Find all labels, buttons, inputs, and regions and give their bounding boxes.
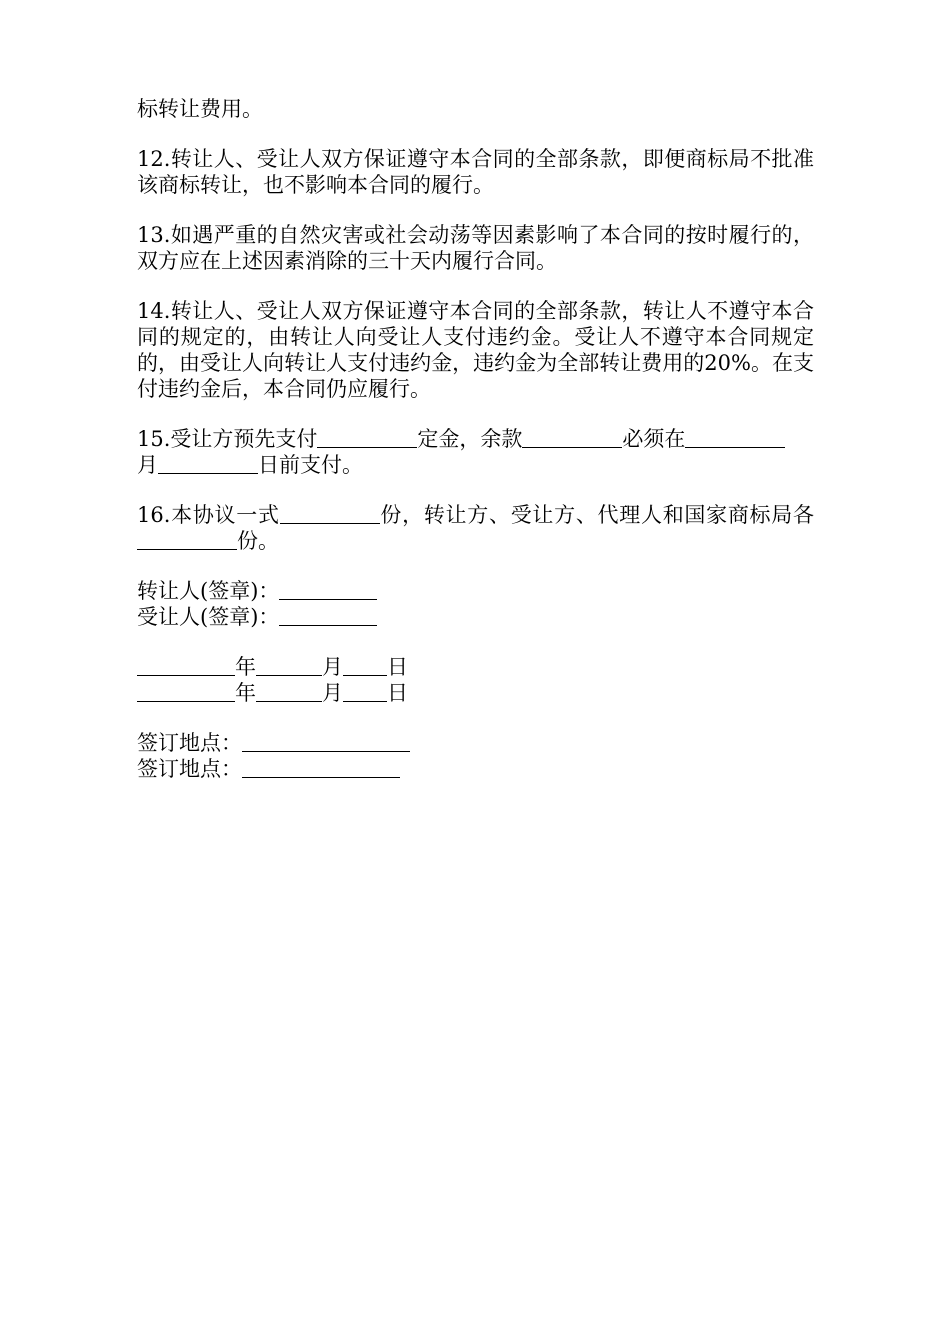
day-blank-2	[343, 681, 387, 702]
date-block	[137, 654, 814, 706]
signing-place-blank-2	[242, 757, 400, 778]
clause-12: 12.转让人、受让人双方保证遵守本合同的全部条款，即便商标局不批准该商标转让，也不影响本合同的履行。	[137, 147, 814, 197]
date-line-2	[137, 680, 814, 706]
date-line-1	[137, 654, 814, 680]
clause-15	[137, 426, 814, 478]
day-blank-1	[343, 655, 387, 676]
signing-place-line-2	[137, 756, 814, 782]
month-blank-2	[256, 681, 322, 702]
month-blank-1	[256, 655, 322, 676]
signing-place-blank-1	[242, 731, 410, 752]
transferee-signature-blank	[279, 605, 377, 626]
day-label-2: 日	[387, 681, 408, 705]
clause-15-text-a: 15.受让方预先支付	[137, 427, 318, 451]
clause-15-text-c: 必须在	[622, 427, 686, 451]
signing-place-line-1	[137, 730, 814, 756]
year-label-1: 年	[235, 655, 256, 679]
year-blank-1	[137, 655, 235, 676]
balance-amount-blank	[522, 427, 622, 448]
clause-15-text-e: 日前支付。	[258, 453, 363, 477]
deposit-amount-blank	[317, 427, 417, 448]
year-label-2: 年	[235, 681, 256, 705]
payment-day-blank	[158, 453, 258, 474]
clause-16-text-c: 份。	[237, 529, 279, 553]
payment-month-blank	[685, 427, 785, 448]
clause-16-text-b: 份，转让方、受让方、代理人和国家商标局各	[379, 503, 814, 527]
clause-15-text-b: 定金，余款	[417, 427, 523, 451]
month-label-2: 月	[322, 681, 343, 705]
clause-15-text-d: 月	[137, 453, 158, 477]
contract-page	[137, 96, 814, 806]
transferee-signature-line	[137, 604, 814, 630]
paragraph-continuation: 标转让费用。	[137, 97, 263, 121]
transferor-signature-blank	[279, 579, 377, 600]
transferor-signature-line	[137, 578, 814, 604]
day-label-1: 日	[387, 655, 408, 679]
copies-each-blank	[137, 529, 237, 550]
clause-16	[137, 502, 814, 554]
month-label-1: 月	[322, 655, 343, 679]
copies-total-blank	[280, 503, 380, 524]
signature-block	[137, 578, 814, 630]
clause-13: 13.如遇严重的自然灾害或社会动荡等因素影响了本合同的按时履行的，双方应在上述因素消除的三十天内履行合同。	[137, 223, 814, 273]
clause-16-text-a: 16.本协议一式	[137, 503, 280, 527]
year-blank-2	[137, 681, 235, 702]
signing-place-label-2: 签订地点：	[137, 757, 242, 781]
signing-place-label-1: 签订地点：	[137, 731, 242, 755]
place-block	[137, 730, 814, 782]
clause-14: 14.转让人、受让人双方保证遵守本合同的全部条款，转让人不遵守本合同的规定的，由转让人向受让人支付违约金。受让人不遵守本合同规定的，由受让人向转让人支付违约金，违约金为全部转让费用的20%。在支付违约金后，本合同仍应履行。	[137, 299, 814, 401]
transferor-label: 转让人(签章)：	[137, 579, 280, 603]
transferee-label: 受让人(签章)：	[137, 605, 280, 629]
